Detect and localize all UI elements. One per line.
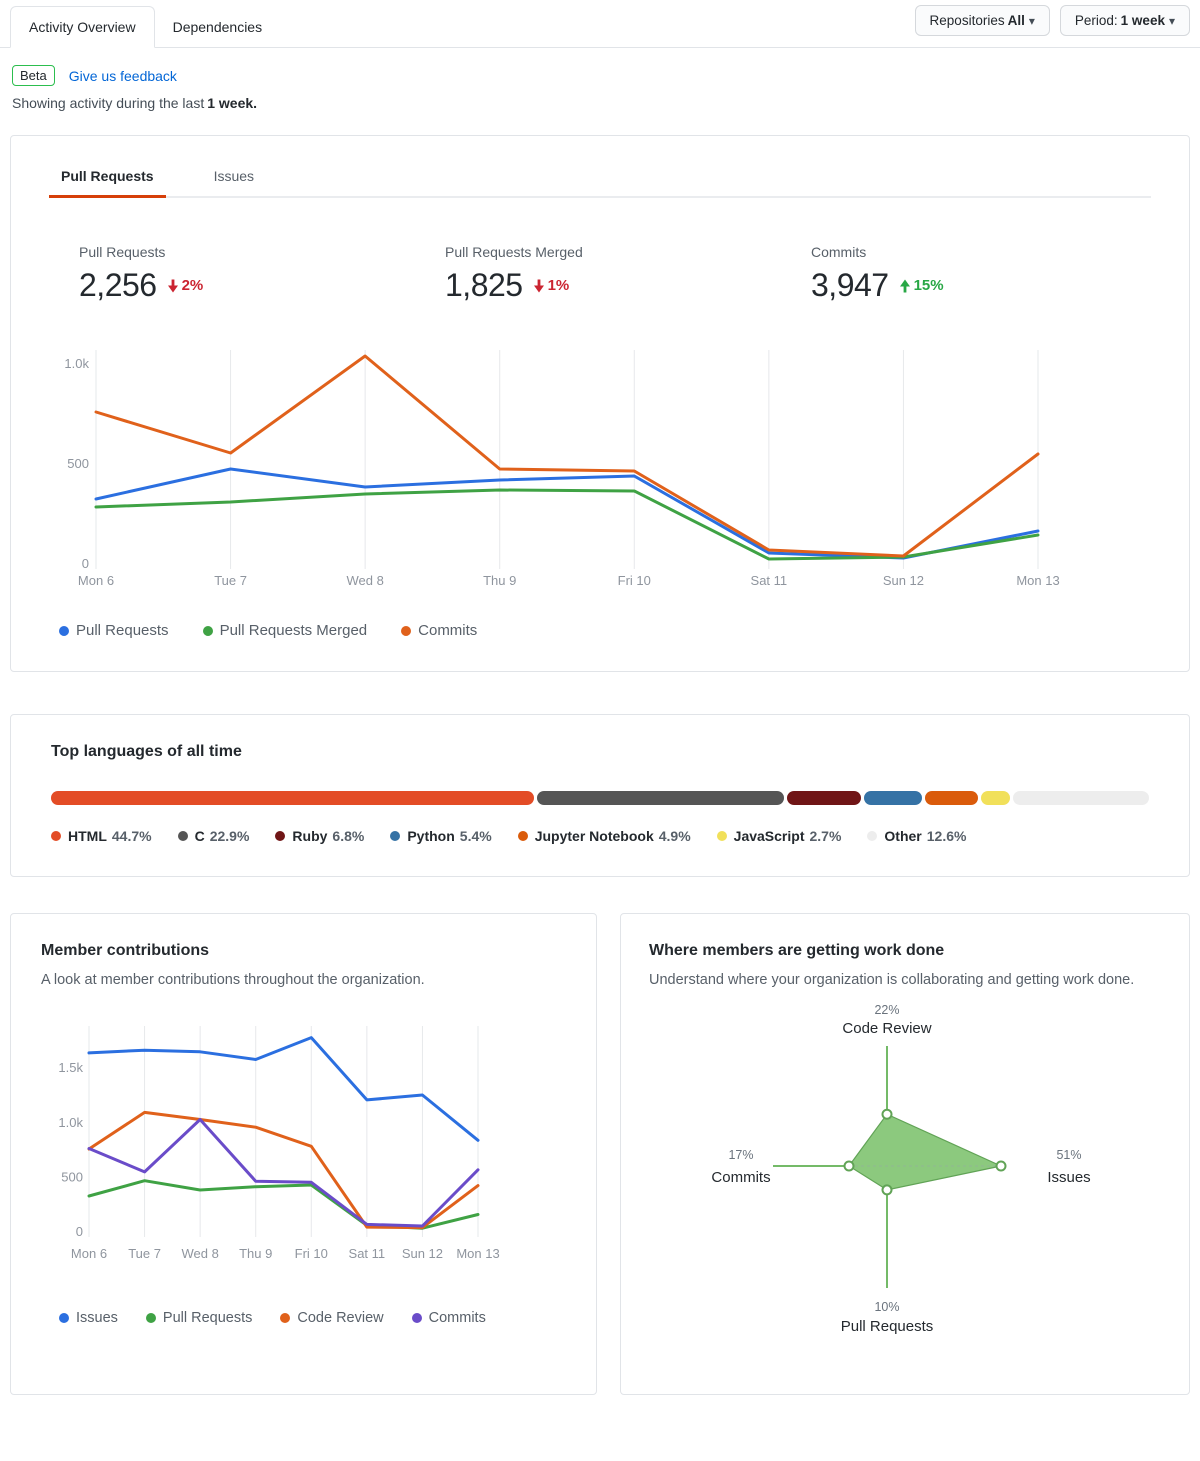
svg-text:Mon 6: Mon 6: [77, 573, 115, 588]
language-legend-item: Ruby 6.8%: [275, 828, 364, 844]
language-segment: [51, 791, 534, 805]
arrow-down-icon: [533, 279, 545, 293]
radar-card-title: Where members are getting work done: [649, 942, 945, 959]
legend-item[interactable]: Pull Requests: [146, 1310, 252, 1326]
language-segment: [864, 791, 922, 805]
svg-text:10%: 10%: [874, 1299, 900, 1314]
nav-actions: [915, 5, 1190, 36]
showing-activity-text: [12, 95, 1188, 111]
tab-activity-overview[interactable]: Activity Overview: [10, 6, 155, 48]
bottom-cards: [10, 913, 1190, 1395]
work-distribution-card: [620, 913, 1190, 1395]
language-legend-item: Other 12.6%: [867, 828, 966, 844]
svg-text:1.0k: 1.0k: [58, 1114, 83, 1130]
showing-activity-prefix: Showing activity during the last: [12, 95, 205, 111]
activity-stats: [11, 244, 1189, 304]
language-legend-item: Jupyter Notebook 4.9%: [518, 828, 691, 844]
members-chart-legend: [59, 1310, 566, 1326]
activity-line-chart: [41, 342, 1161, 592]
svg-text:Sun 12: Sun 12: [401, 1245, 444, 1261]
language-legend: [51, 828, 1149, 844]
legend-item[interactable]: Issues: [59, 1310, 118, 1326]
repositories-filter-button[interactable]: [915, 5, 1050, 36]
activity-overview-card: [10, 135, 1190, 672]
members-card-title: Member contributions: [41, 942, 210, 959]
svg-text:17%: 17%: [728, 1147, 754, 1162]
svg-text:0: 0: [81, 556, 89, 571]
svg-text:Tue 7: Tue 7: [214, 573, 247, 588]
svg-text:Wed 8: Wed 8: [346, 573, 384, 588]
svg-text:1.5k: 1.5k: [58, 1059, 83, 1075]
language-segment: [925, 791, 978, 805]
language-legend-item: JavaScript 2.7%: [717, 828, 842, 844]
svg-text:Commits: Commits: [711, 1168, 771, 1186]
arrow-up-icon: [899, 279, 911, 293]
svg-text:1.0k: 1.0k: [64, 356, 89, 371]
legend-dot: [59, 626, 69, 636]
top-tab-bar: [0, 0, 1200, 48]
activity-subtabs: [49, 160, 1151, 198]
activity-chart-legend: [59, 622, 1189, 639]
tab-dependencies[interactable]: Dependencies: [172, 19, 263, 35]
svg-text:Sun 12: Sun 12: [882, 573, 925, 588]
legend-dot: [59, 1313, 69, 1323]
svg-text:Tue 7: Tue 7: [128, 1245, 161, 1261]
feedback-link[interactable]: Give us feedback: [68, 67, 177, 84]
stat-value: 3,947: [811, 267, 889, 303]
svg-text:500: 500: [61, 1169, 83, 1185]
legend-item[interactable]: Commits: [401, 622, 477, 639]
language-legend-item: Python 5.4%: [390, 828, 491, 844]
language-color-dot: [178, 831, 188, 841]
stat-pull-requests: [79, 244, 445, 304]
svg-text:Fri 10: Fri 10: [294, 1245, 328, 1261]
beta-badge: Beta: [12, 65, 55, 86]
members-card-subtitle: A look at member contributions throughout the organization.: [41, 972, 425, 988]
language-color-dot: [518, 831, 528, 841]
stat-value: 1,825: [445, 267, 523, 303]
svg-text:0: 0: [75, 1223, 83, 1239]
period-filter-button[interactable]: [1060, 5, 1190, 36]
svg-text:Pull Requests: Pull Requests: [840, 1317, 934, 1335]
stat-change: 2%: [167, 277, 204, 294]
period-button-value: 1 week: [1120, 13, 1165, 28]
svg-text:Code Review: Code Review: [842, 1019, 932, 1037]
subtab-pull-requests[interactable]: Pull Requests: [49, 160, 166, 196]
stat-commits: [811, 244, 1177, 304]
stat-change: 1%: [533, 277, 570, 294]
svg-text:51%: 51%: [1056, 1147, 1082, 1162]
svg-text:Mon 6: Mon 6: [70, 1245, 108, 1261]
stat-label: Pull Requests: [79, 244, 166, 260]
member-contributions-card: [10, 913, 597, 1395]
legend-item[interactable]: Pull Requests Merged: [203, 622, 368, 639]
legend-dot: [412, 1313, 422, 1323]
language-color-dot: [867, 831, 877, 841]
languages-card-title: Top languages of all time: [51, 743, 242, 760]
svg-text:Mon 13: Mon 13: [456, 1245, 500, 1261]
svg-text:Thu 9: Thu 9: [239, 1245, 273, 1261]
legend-dot: [280, 1313, 290, 1323]
language-legend-item: C 22.9%: [178, 828, 250, 844]
stat-value: 2,256: [79, 267, 157, 303]
legend-dot: [401, 626, 411, 636]
svg-text:Sat 11: Sat 11: [750, 573, 788, 588]
stat-label: Pull Requests Merged: [445, 244, 583, 260]
legend-item[interactable]: Pull Requests: [59, 622, 169, 639]
svg-text:Wed 8: Wed 8: [181, 1245, 219, 1261]
svg-text:500: 500: [67, 456, 89, 471]
showing-activity-period: 1 week.: [207, 95, 258, 111]
legend-dot: [203, 626, 213, 636]
language-segment: [1013, 791, 1149, 805]
caret-down-icon: ▾: [1168, 14, 1175, 28]
language-segment: [537, 791, 784, 805]
subtab-issues[interactable]: Issues: [213, 168, 255, 184]
top-languages-card: [10, 714, 1190, 877]
arrow-down-icon: [167, 279, 179, 293]
repositories-button-label: Repositories: [929, 13, 1005, 28]
stat-pull-requests-merged: [445, 244, 811, 304]
language-color-dot: [51, 831, 61, 841]
svg-text:Sat 11: Sat 11: [348, 1245, 386, 1261]
language-color-dot: [275, 831, 285, 841]
stat-label: Commits: [811, 244, 867, 260]
svg-text:Fri 10: Fri 10: [617, 573, 651, 588]
legend-dot: [146, 1313, 156, 1323]
caret-down-icon: ▾: [1028, 14, 1035, 28]
work-distribution-radar-chart: [649, 998, 1163, 1350]
svg-text:Mon 13: Mon 13: [1016, 573, 1060, 588]
svg-text:Thu 9: Thu 9: [483, 573, 517, 588]
legend-item[interactable]: Code Review: [280, 1310, 383, 1326]
period-button-label: Period:: [1074, 13, 1118, 28]
language-color-dot: [390, 831, 400, 841]
svg-text:Issues: Issues: [1047, 1168, 1091, 1186]
legend-item[interactable]: Commits: [412, 1310, 486, 1326]
stat-change: 15%: [899, 277, 944, 294]
member-contributions-line-chart: [41, 1020, 568, 1270]
language-segment: [981, 791, 1010, 805]
repositories-button-value: All: [1007, 13, 1025, 28]
top-tabs: [10, 0, 280, 47]
language-legend-item: HTML 44.7%: [51, 828, 152, 844]
svg-text:22%: 22%: [874, 1002, 900, 1017]
radar-card-subtitle: Understand where your organization is collaborating and getting work done.: [649, 972, 1135, 988]
beta-row: [12, 65, 1188, 86]
language-segment: [787, 791, 860, 805]
language-bar: [51, 791, 1149, 805]
language-color-dot: [717, 831, 727, 841]
